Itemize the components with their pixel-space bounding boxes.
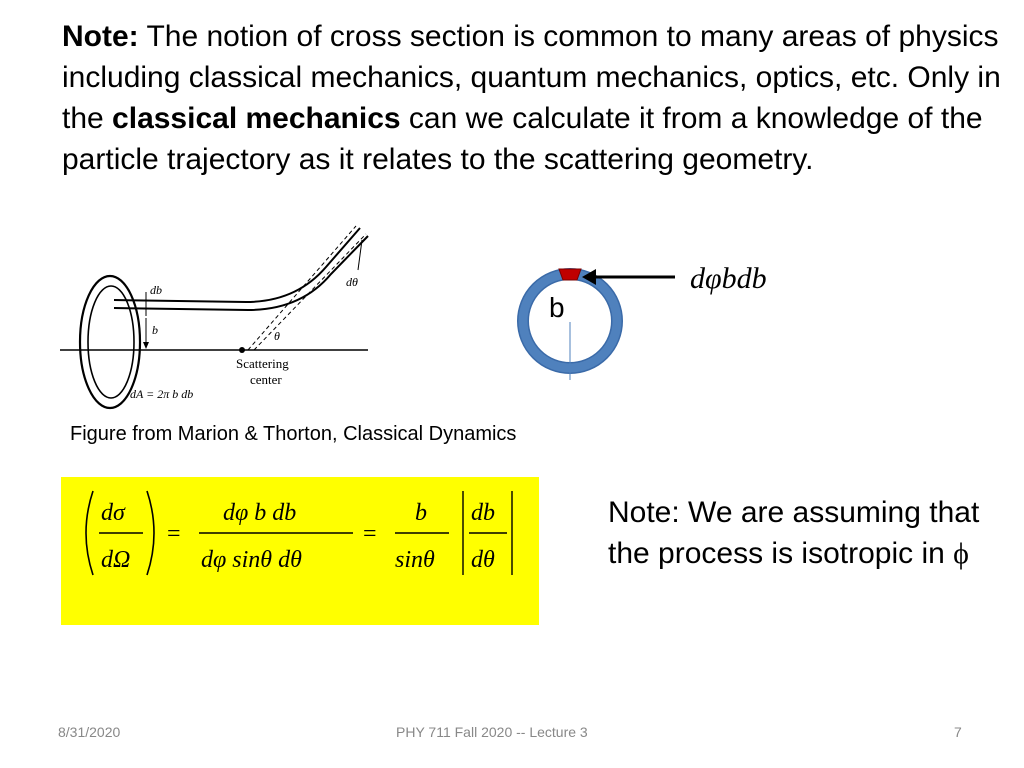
b-arrowhead xyxy=(143,342,149,349)
mid-denominator: dφ sinθ dθ xyxy=(201,547,302,573)
equals-1: = xyxy=(167,521,181,547)
abs-denominator: dθ xyxy=(471,547,495,573)
lhs-numerator: dσ xyxy=(101,500,125,526)
label-dtheta: dθ xyxy=(346,275,358,289)
footer-course: PHY 711 Fall 2020 -- Lecture 3 xyxy=(396,724,588,740)
isotropy-note-text: Note: We are assuming that the process is isotropic in xyxy=(608,496,980,570)
mid-numerator: dφ b db xyxy=(223,500,297,526)
label-db: db xyxy=(150,283,162,297)
footer-date: 8/31/2020 xyxy=(58,724,121,740)
abs-numerator: db xyxy=(471,500,495,526)
equals-2: = xyxy=(363,521,377,547)
lhs-denominator: dΩ xyxy=(101,547,131,573)
label-area: dA = 2π b db xyxy=(130,387,194,401)
phi-symbol: ϕ xyxy=(953,537,969,570)
label-theta: θ xyxy=(274,329,280,343)
equation xyxy=(61,477,539,625)
footer-page-number: 7 xyxy=(954,724,962,740)
ring-diagram xyxy=(500,250,820,390)
paren-left xyxy=(86,491,93,575)
figure-caption: Figure from Marion & Thorton, Classical Dynamics xyxy=(70,423,517,445)
label-b: b xyxy=(152,323,158,337)
note-text-1: The notion of cross section is common to many areas of physics including classical mechanics, quantum mechanics, optics, etc. Only in the xyxy=(62,20,1001,135)
expression-dphibdb: dφbdb xyxy=(690,262,767,295)
scattering-diagram xyxy=(56,222,386,412)
equation-box xyxy=(61,477,539,625)
trajectory-lower xyxy=(114,236,368,310)
paren-right xyxy=(147,491,154,575)
label-scattering: Scattering xyxy=(236,356,289,371)
note-label: Note: xyxy=(62,20,139,53)
label-center: center xyxy=(250,372,282,387)
rhs-numerator: b xyxy=(415,500,427,526)
note-paragraph xyxy=(62,16,1002,180)
label-b-ring: b xyxy=(549,292,565,323)
note-bold-text: classical mechanics xyxy=(112,102,401,135)
rhs-denominator: sinθ xyxy=(395,547,435,573)
scattering-center xyxy=(239,347,245,353)
note-text-2: can we calculate it from a knowledge of the particle trajectory as it relates to the scattering geometry. xyxy=(62,102,983,176)
isotropy-note xyxy=(608,492,988,574)
area-patch xyxy=(559,269,581,280)
ring-inner xyxy=(88,286,134,398)
asymptote-2 xyxy=(254,234,366,350)
